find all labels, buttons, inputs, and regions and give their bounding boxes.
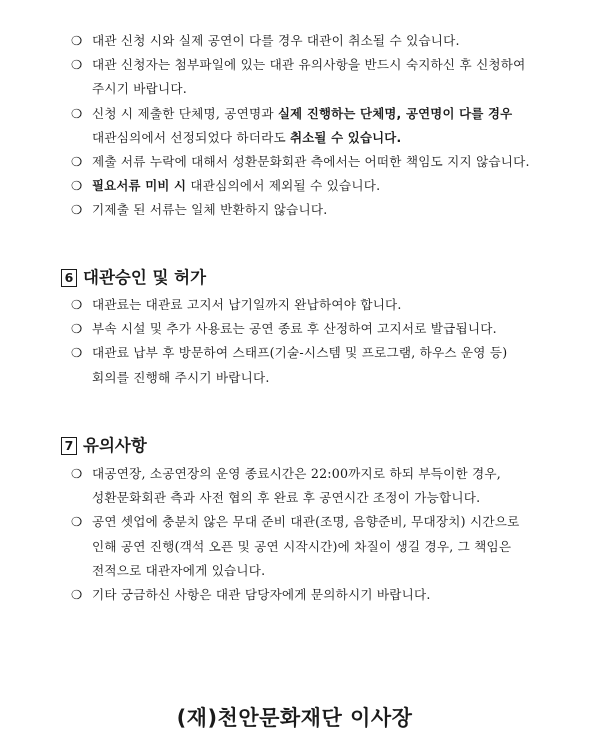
hollow-circle-icon: ❍ bbox=[71, 297, 83, 312]
approval-item: ❍ 대관료는 대관료 고지서 납기일까지 완납하여야 합니다. bbox=[71, 293, 543, 317]
approval-list bbox=[71, 293, 543, 390]
notice-list bbox=[71, 29, 543, 223]
hollow-circle-icon: ❍ bbox=[71, 105, 83, 121]
notice-item: ❍ 필요서류 미비 시 대관심의에서 제외될 수 있습니다. bbox=[71, 174, 543, 198]
section-number-box: 7 bbox=[61, 437, 77, 455]
caution-item: ❍ 공연 셋업에 충분치 않은 무대 준비 대관(조명, 음향준비, 무대장치) 시간으로 인해 공연 진행(객석 오픈 및 공연 시작시간)에 차질이 생길 경우, 그 책임은 전적으로 대관자에게 있습니다. bbox=[71, 510, 543, 583]
approval-item: ❍ 부속 시설 및 추가 사용료는 공연 종료 후 산정하여 고지서로 발급됩니다. bbox=[71, 317, 543, 341]
hollow-circle-icon: ❍ bbox=[71, 202, 83, 218]
notice-item: ❍ 제출 서류 누락에 대해서 성환문화회관 측에서는 어떠한 책임도 지지 않습니다. bbox=[71, 150, 543, 174]
caution-item: ❍ 기타 궁금하신 사항은 대관 담당자에게 문의하시기 바랍니다. bbox=[71, 583, 543, 607]
section-heading-approval bbox=[61, 267, 206, 289]
hollow-circle-icon: ❍ bbox=[71, 587, 83, 603]
hollow-circle-icon: ❍ bbox=[71, 321, 83, 337]
hollow-circle-icon: ❍ bbox=[71, 466, 83, 481]
signature-line: (재)천안문화재단 이사장 bbox=[176, 706, 413, 730]
section-heading-cautions bbox=[61, 435, 147, 457]
emphasis-text: 실제 진행하는 단체명, 공연명이 다를 경우 bbox=[277, 105, 513, 121]
approval-item: ❍ 대관료 납부 후 방문하여 스태프(기술-시스템 및 프로그램, 하우스 운영 등) 회의를 진행해 주시기 바랍니다. bbox=[71, 341, 543, 389]
hollow-circle-icon: ❍ bbox=[71, 178, 83, 194]
hollow-circle-icon: ❍ bbox=[71, 514, 83, 530]
notice-item: ❍ 기제출 된 서류는 일체 반환하지 않습니다. bbox=[71, 198, 543, 222]
section-title: 유의사항 bbox=[83, 436, 147, 455]
hollow-circle-icon: ❍ bbox=[71, 33, 83, 48]
emphasis-text: 필요서류 미비 시 bbox=[92, 178, 187, 194]
hollow-circle-icon: ❍ bbox=[71, 57, 83, 73]
section-title: 대관승인 및 허가 bbox=[83, 268, 207, 287]
hollow-circle-icon: ❍ bbox=[71, 345, 83, 361]
cautions-list bbox=[71, 462, 543, 607]
section-number-box: 6 bbox=[61, 269, 77, 287]
emphasis-text: 취소될 수 있습니다. bbox=[290, 129, 402, 145]
notice-item: ❍ 대관 신청자는 첨부파일에 있는 대관 유의사항을 반드시 숙지하신 후 신청하여 주시기 바랍니다. bbox=[71, 53, 543, 101]
hollow-circle-icon: ❍ bbox=[71, 154, 83, 170]
notice-item: ❍ 대관 신청 시와 실제 공연이 다를 경우 대관이 취소될 수 있습니다. bbox=[71, 29, 543, 53]
notice-item: ❍ 신청 시 제출한 단체명, 공연명과 실제 진행하는 단체명, 공연명이 다를 경우 대관심의에서 선정되었다 하더라도 취소될 수 있습니다. bbox=[71, 102, 543, 150]
caution-item: ❍ 대공연장, 소공연장의 운영 종료시간은 22:00까지로 하되 부득이한 경우, 성환문화회관 측과 사전 협의 후 완료 후 공연시간 조정이 가능합니다. bbox=[71, 462, 543, 510]
